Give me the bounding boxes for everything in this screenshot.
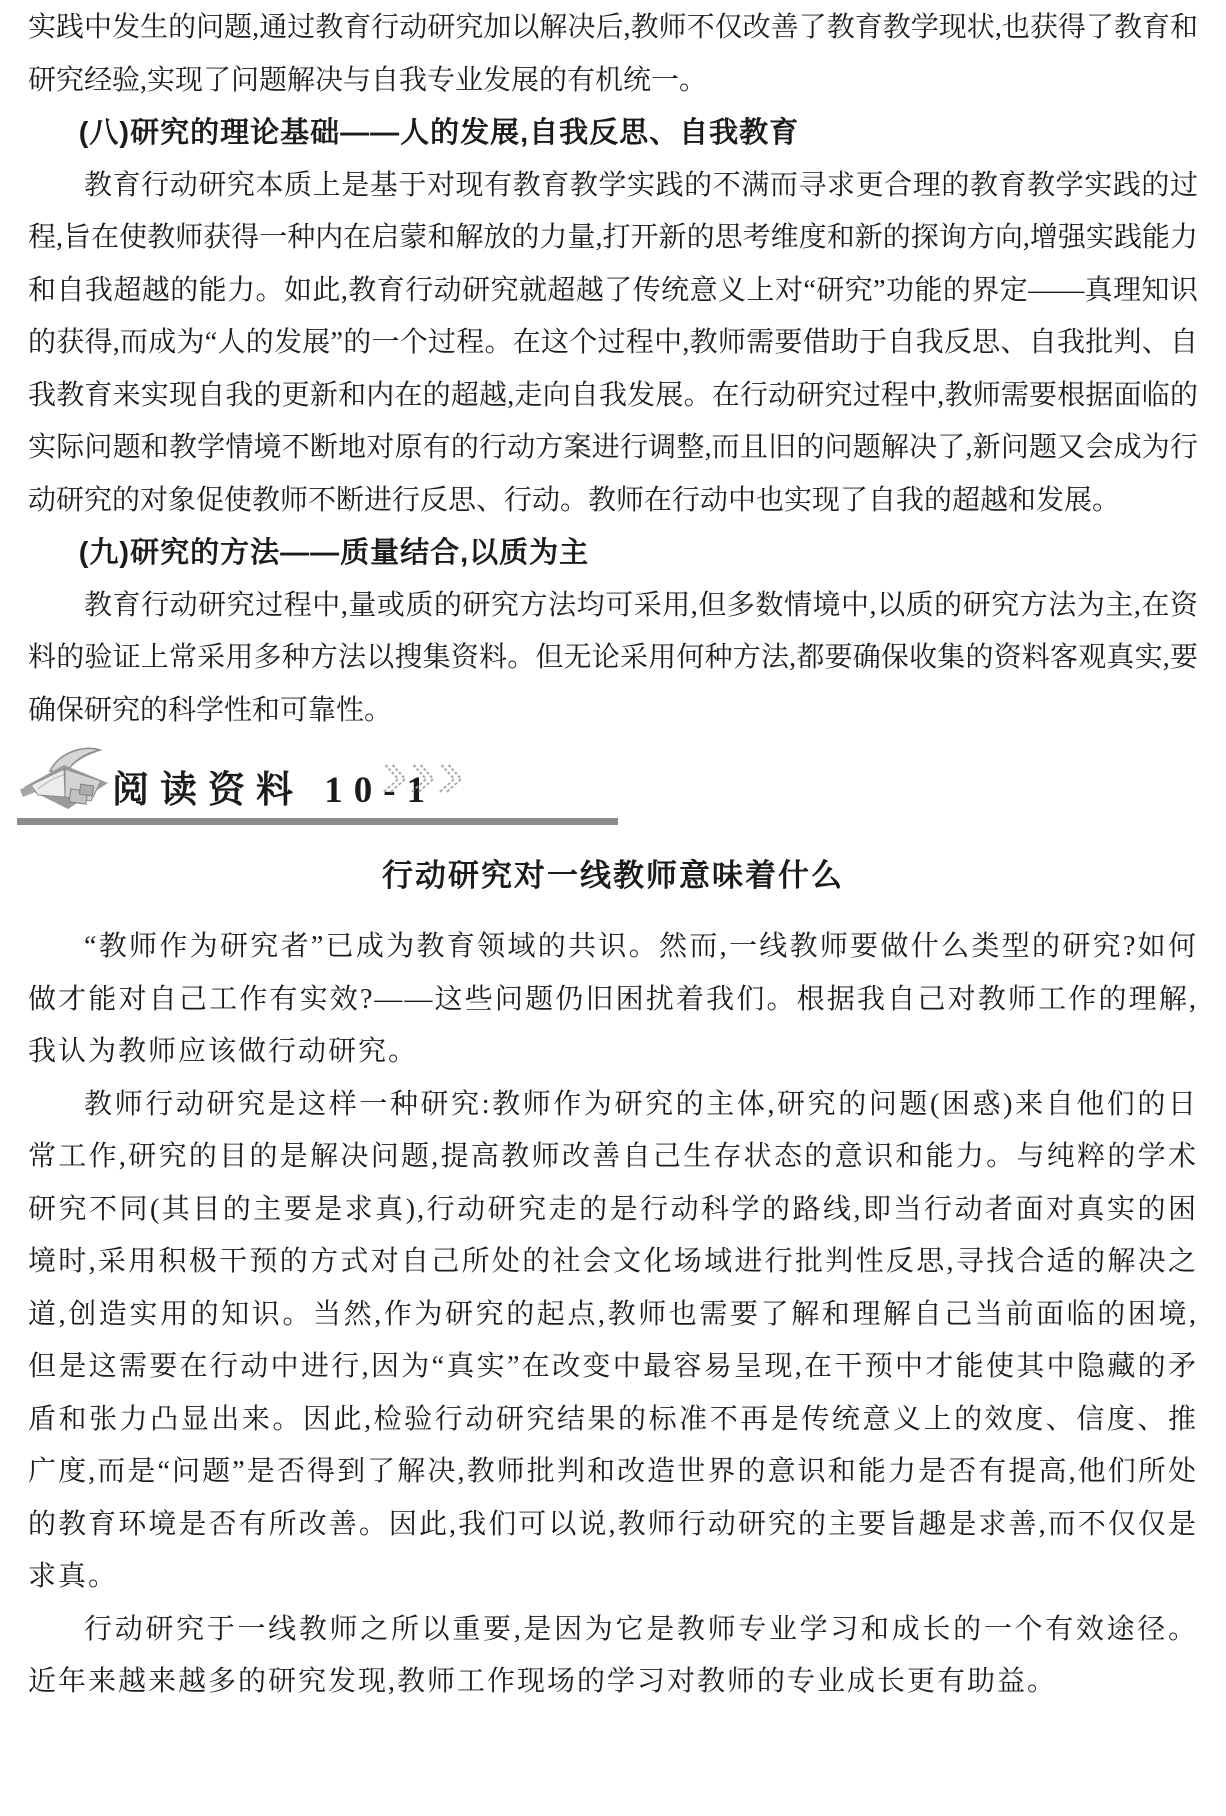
reading-paragraph: “教师作为研究者”已成为教育领域的共识。然而,一线教师要做什么类型的研究?如何做才能对自己工作有实效?——这些问题仍旧困扰着我们。根据我自己对教师工作的理解,我认为教师应该做行动研究。 [28,931,1198,1067]
body-paragraph-continuation: 实践中发生的问题,通过教育行动研究加以解决后,教师不仅改善了教育教学现状,也获得了教育和研究经验,实现了问题解决与自我专业发展的有机统一。 [28,12,1198,96]
section-heading-9: (九)研究的方法——质量结合,以质为主 [78,537,590,569]
section-heading-8: (八)研究的理论基础——人的发展,自我反思、自我教育 [78,117,800,149]
banner-rule [17,818,618,825]
reading-material-label: 阅读资料 10-1 [112,769,437,811]
body-paragraph-section-9: 教育行动研究过程中,量或质的研究方法均可采用,但多数情境中,以质的研究方法为主,在资料的验证上常采用多种方法以搜集资料。但无论采用何种方法,都要确保收集的资料客观真实,要确保研究的科学性和可靠性。 [28,589,1198,726]
reading-paragraph: 行动研究于一线教师之所以重要,是因为它是教师专业学习和成长的一个有效途径。近年来越来越多的研究发现,教师工作现场的学习对教师的专业成长更有助益。 [28,1613,1198,1697]
reading-material-body [28,921,1198,1709]
reading-paragraph: 教师行动研究是这样一种研究:教师作为研究的主体,研究的问题(困惑)来自他们的日常工作,研究的目的是解决问题,提高教师改善自己生存状态的意识和能力。与纯粹的学术研究不同(其目的主要是求真),行动研究走的是行动科学的路线,即当行动者面对真实的困境时,采用积极干预的方式对自己所处的社会文化场域进行批判性反思,寻找合适的解决之道,创造实用的知识。当然,作为研究的起点,教师也需要了解和理解自己当前面临的困境,但是这需要在行动中进行,因为“真实”在改变中最容易呈现,在干预中才能使其中隐藏的矛盾和张力凸显出来。因此,检验行动研究结果的标准不再是传统意义上的效度、信度、推广度,而是“问题”是否得到了解决,教师批判和改造世界的意识和能力是否有提高,他们所处的教育环境是否有所改善。因此,我们可以说,教师行动研究的主要旨趣是求善,而不仅仅是求真。 [28,1088,1198,1592]
reading-material-title: 行动研究对一线教师意味着什么 [382,858,844,893]
body-paragraph-section-8: 教育行动研究本质上是基于对现有教育教学实践的不满而寻求更合理的教育教学实践的过程,旨在使教师获得一种内在启蒙和解放的力量,打开新的思考维度和新的探询方向,增强实践能力和自我超越的能力。如此,教育行动研究就超越了传统意义上对“研究”功能的界定——真理知识的获得,而成为“人的发展”的一个过程。在这个过程中,教师需要借助于自我反思、自我批判、自我教育来实现自我的更新和内在的超越,走向自我发展。在行动研究过程中,教师需要根据面临的实际问题和教学情境不断地对原有的行动方案进行调整,而且旧的问题解决了,新问题又会成为行动研究的对象促使教师不断进行反思、行动。教师在行动中也实现了自我的超越和发展。 [28,169,1198,516]
reading-material-banner [28,759,1198,825]
triple-chevron-icon [380,761,472,816]
